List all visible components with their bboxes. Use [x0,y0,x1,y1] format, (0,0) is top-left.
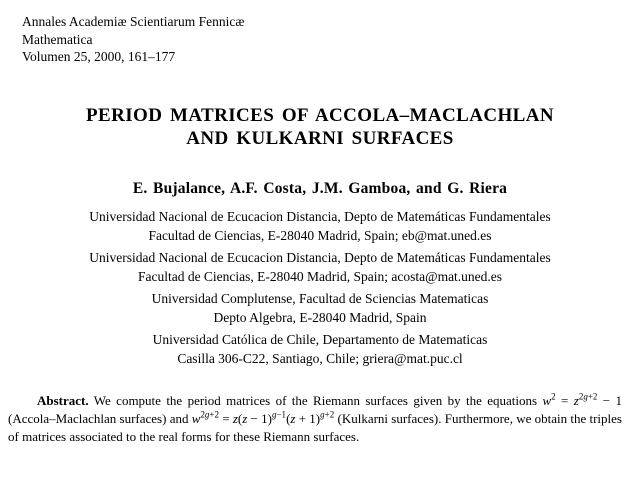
affiliation-line: Facultad de Ciencias, E-28040 Madrid, Spain; acosta@mat.uned.es [137,269,503,284]
affiliation-block [16,207,624,245]
affiliation-block [16,248,624,286]
affiliation-line: Universidad Nacional de Ecucacion Distancia, Depto de Matemáticas Fundamentales [89,250,551,265]
abstract-paragraph: Abstract. We compute the period matrices of the Riemann surfaces given by the equations $w^2 = z^{2g+2} - 1$ (Accola–Maclachlan surfaces) and $w^{2g+2} = z(z - 1)^{g-1}(z + 1)^{g+2}$ (Kulkarni surfaces). Furthermore, we obtain the triples of matrices associated to the real forms for these Riemann surfaces. [8,391,622,444]
paper-title-line1: PERIOD MATRICES OF ACCOLA–MACLACHLAN [86,105,554,126]
journal-header [22,13,244,66]
authors-line: E. Bujalance, A.F. Costa, J.M. Gamboa, and G. Riera [132,180,508,197]
paper-title-line2: AND KULKARNI SURFACES [186,128,454,149]
paper-title [16,104,624,150]
affiliation-block [16,330,624,368]
affiliation-line: Universidad Católica de Chile, Departamento de Matematicas [152,332,488,347]
affiliations [16,207,624,368]
affiliation-line: Casilla 306-C22, Santiago, Chile; griera@mat.puc.cl [177,351,463,366]
affiliation-line: Depto Algebra, E-28040 Madrid, Spain [213,310,427,325]
journal-volume-pages: Volumen 25, 2000, 161–177 [22,49,176,64]
affiliation-line: Universidad Nacional de Ecucacion Distancia, Depto de Matemáticas Fundamentales [89,209,551,224]
journal-name: Annales Academiæ Scientiarum Fennicæ [22,14,245,29]
affiliation-line: Facultad de Ciencias, E-28040 Madrid, Spain; eb@mat.uned.es [148,228,492,243]
affiliation-block [16,289,624,327]
front-matter [16,104,624,371]
affiliation-line: Universidad Complutense, Facultad de Sciencias Matematicas [151,291,489,306]
journal-series: Mathematica [22,31,93,47]
